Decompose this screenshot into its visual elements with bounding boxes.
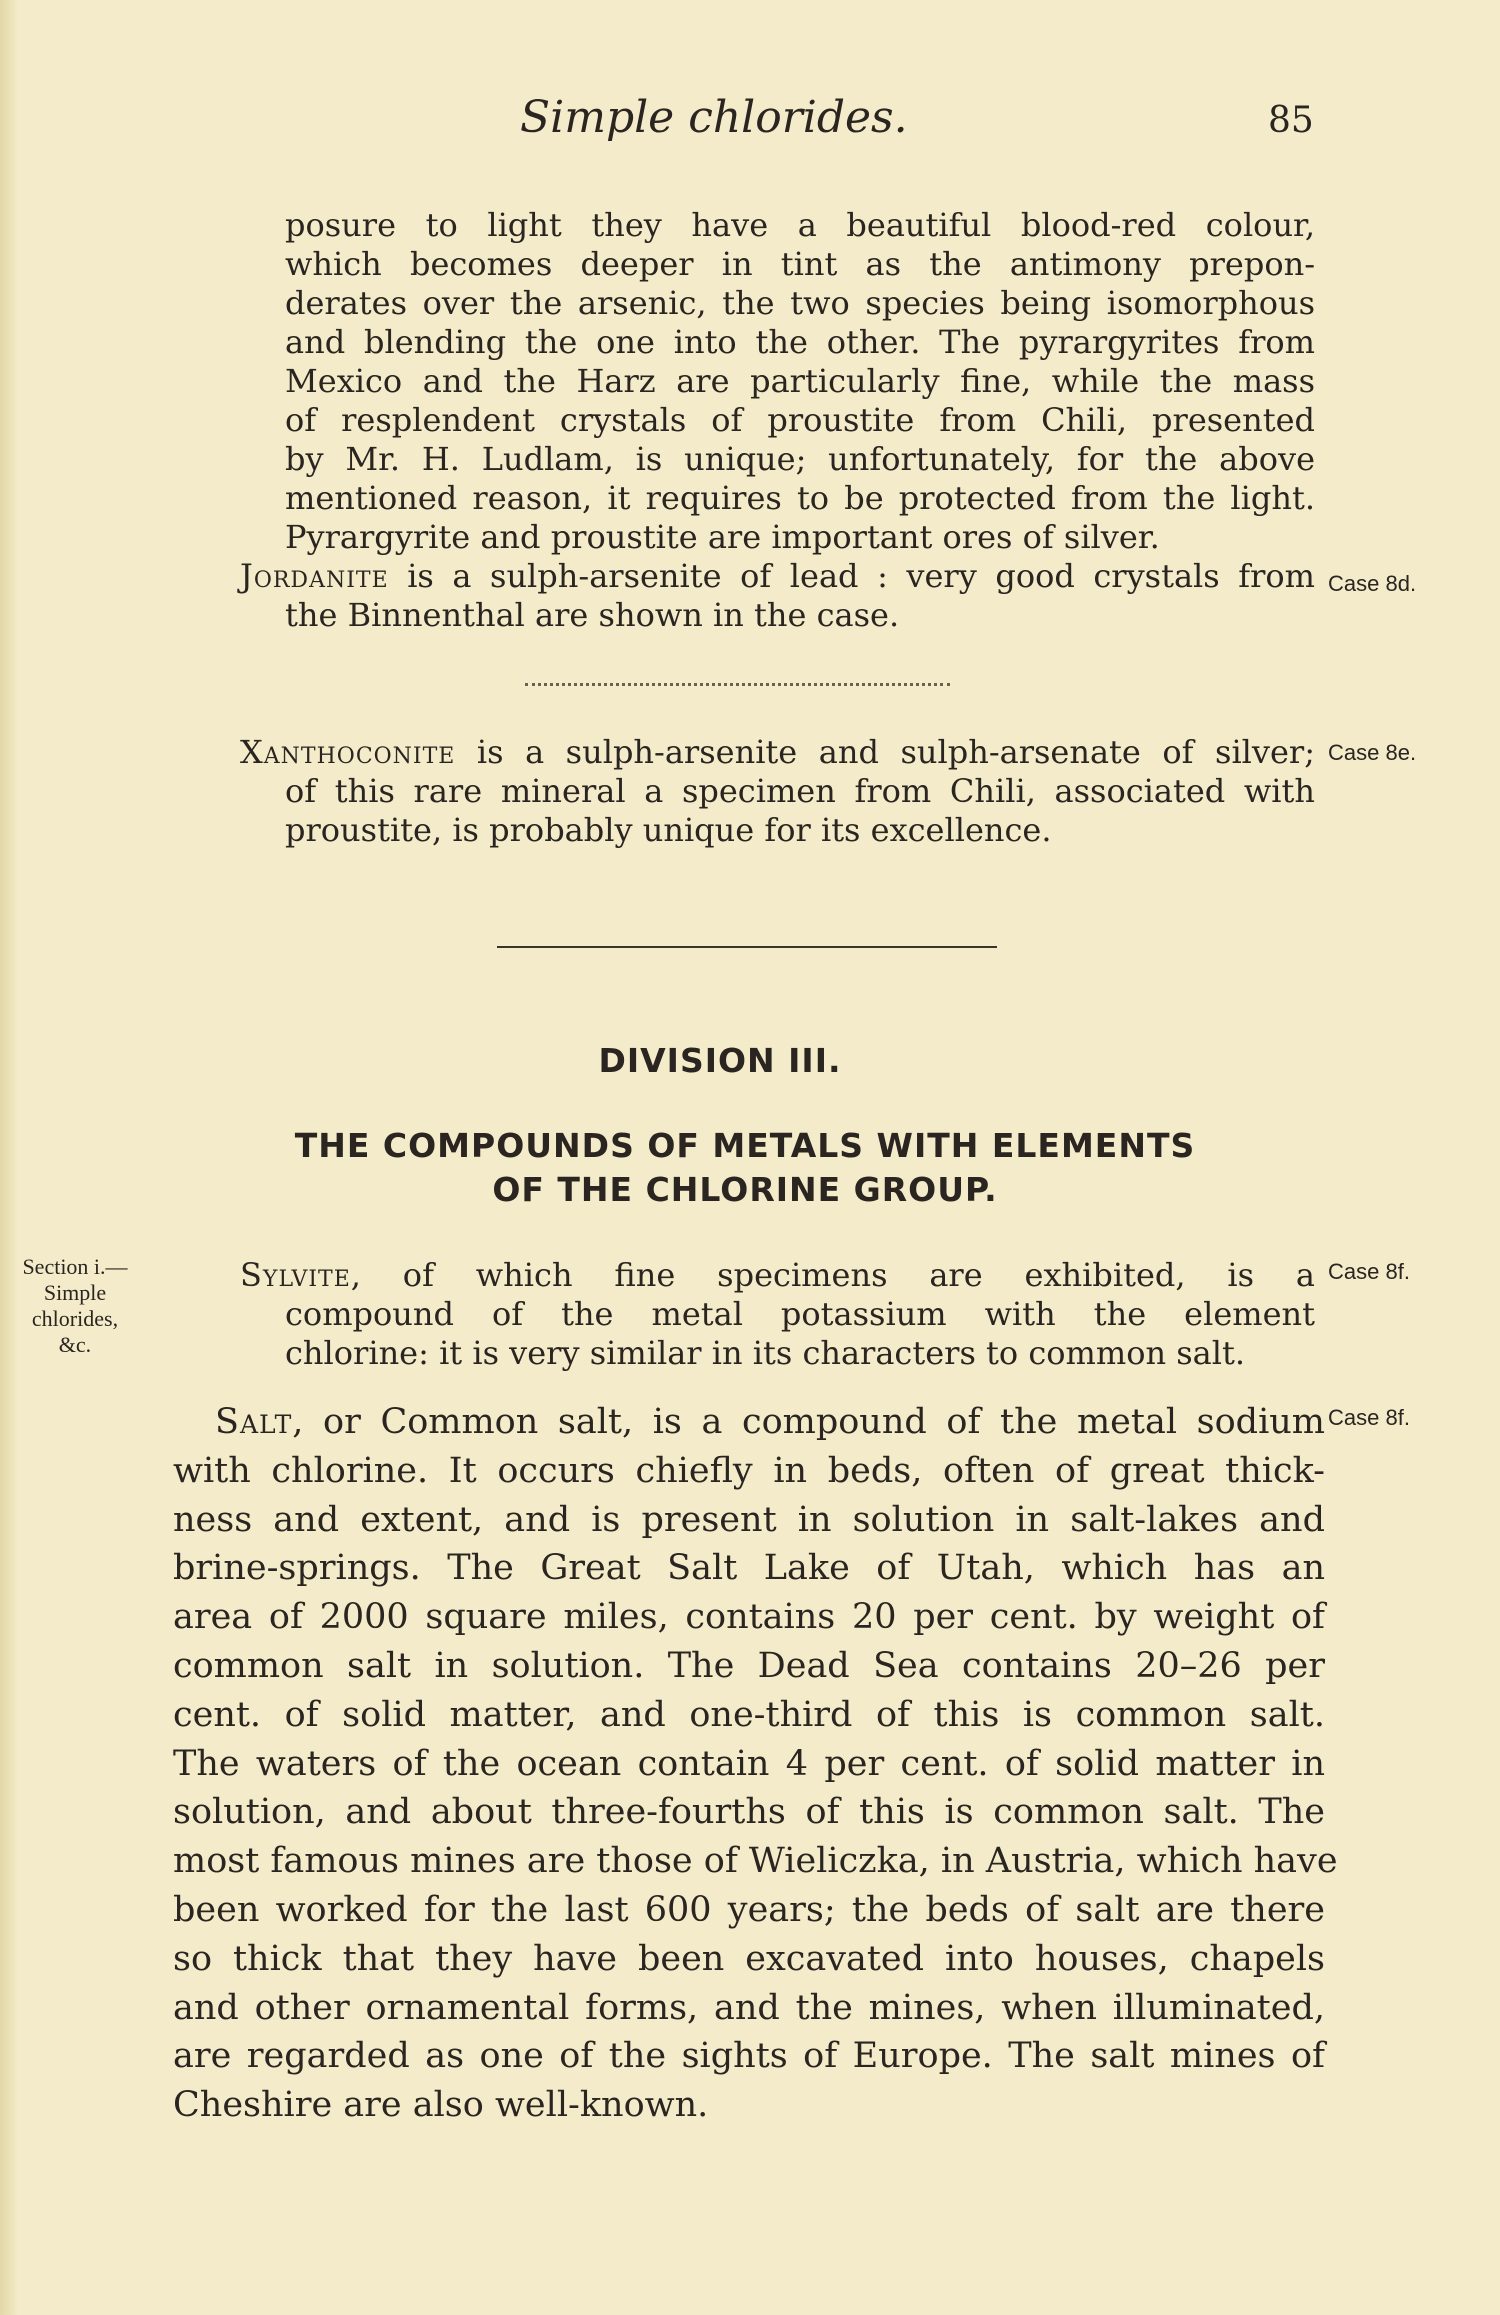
mineral-name-xanthoconite: Xanthoconite (240, 733, 456, 771)
text-line: proustite, is probably unique for its excellence. (285, 811, 1052, 849)
mineral-name-salt: Salt (215, 1402, 293, 1442)
running-title: Simple chlorides. (520, 92, 908, 143)
text-line: chlorine: it is very similar in its characters to common salt. (285, 1334, 1246, 1372)
paragraph-jordanite (240, 557, 1315, 635)
division-title: DIVISION III. (598, 1041, 842, 1080)
division-subtitle-line1: THE COMPOUNDS OF METALS WITH ELEMENTS (294, 1126, 1196, 1165)
dotted-separator (525, 683, 950, 686)
section-rule (497, 946, 997, 948)
text-line: with chlorine. It occurs chiefly in beds, often of great thick- (173, 1450, 1325, 1491)
paragraph-salt (173, 1398, 1338, 2130)
page-number: 85 (1268, 100, 1314, 141)
text-line: brine-springs. The Great Salt Lake of Utah, which has an (173, 1548, 1325, 1589)
division-subtitle-line2: OF THE CHLORINE GROUP. (492, 1170, 998, 1209)
text-line: mentioned reason, it requires to be protected from the light. (285, 479, 1315, 517)
text-line: most famous mines are those of Wieliczka, in Austria, which have (173, 1841, 1338, 1882)
case-label-salt: Case 8f. (1328, 1405, 1410, 1430)
text-line: Mexico and the Harz are particularly fine, while the mass (285, 362, 1315, 400)
text-line: by Mr. H. Ludlam, is unique; unfortunately, for the above (285, 440, 1315, 478)
text-line: ness and extent, and is present in solution in salt-lakes and (173, 1499, 1325, 1540)
text-line: Xanthoconite is a sulph-arsenite and sulph-arsenate of silver; (240, 733, 1315, 771)
case-label-sylvite: Case 8f. (1328, 1259, 1410, 1284)
text-line: and blending the one into the other. The pyrargyrites from (285, 323, 1315, 361)
section-side-note: Section i.— Simple chlorides, &c. (22, 1254, 128, 1357)
text-line: common salt in solution. The Dead Sea contains 20–26 per (173, 1645, 1325, 1686)
case-label-xanthoconite: Case 8e. (1328, 740, 1417, 765)
text-line: Cheshire are also well-known. (173, 2085, 709, 2126)
text-line: solution, and about three-fourths of this is common salt. The (173, 1792, 1325, 1833)
text-line: been worked for the last 600 years; the beds of salt are there (173, 1889, 1325, 1930)
case-label-jordanite: Case 8d. (1328, 571, 1417, 596)
paragraph-xanthoconite (240, 733, 1315, 850)
text-line: area of 2000 square miles, contains 20 per cent. by weight of (173, 1597, 1325, 1638)
paragraph-sylvite (240, 1256, 1315, 1373)
text-line: Jordanite is a sulph-arsenite of lead : very good crystals from (240, 557, 1315, 595)
text-line: Pyrargyrite and proustite are important ores of silver. (285, 518, 1160, 556)
text-line: derates over the arsenic, the two species being isomorphous (285, 284, 1315, 322)
text-line: Salt, or Common salt, is a compound of the metal sodium (215, 1402, 1325, 1442)
text-line: the Binnenthal are shown in the case. (285, 596, 900, 634)
text-line: Sylvite, of which fine specimens are exhibited, is a (240, 1256, 1315, 1294)
text-line: are regarded as one of the sights of Europe. The salt mines of (173, 2036, 1325, 2077)
text-line: so thick that they have been excavated into houses, chapels (173, 1938, 1325, 1979)
text-line: posure to light they have a beautiful blood-red colour, (285, 206, 1315, 244)
text-line: and other ornamental forms, and the mines, when illuminated, (173, 1987, 1325, 2028)
text-line: which becomes deeper in tint as the antimony prepon- (285, 245, 1315, 283)
text-line: The waters of the ocean contain 4 per cent. of solid matter in (173, 1743, 1325, 1784)
text-line: of this rare mineral a specimen from Chili, associated with (285, 772, 1315, 810)
page-fold-shadow (0, 0, 18, 2315)
mineral-name-jordanite: Jordanite (240, 557, 389, 595)
paragraph-pyrargyrite (285, 206, 1315, 557)
text-line: compound of the metal potassium with the element (285, 1295, 1315, 1333)
text-line: cent. of solid matter, and one-third of this is common salt. (173, 1694, 1325, 1735)
text-line: of resplendent crystals of proustite from Chili, presented (285, 401, 1315, 439)
mineral-name-sylvite: Sylvite (240, 1256, 351, 1294)
